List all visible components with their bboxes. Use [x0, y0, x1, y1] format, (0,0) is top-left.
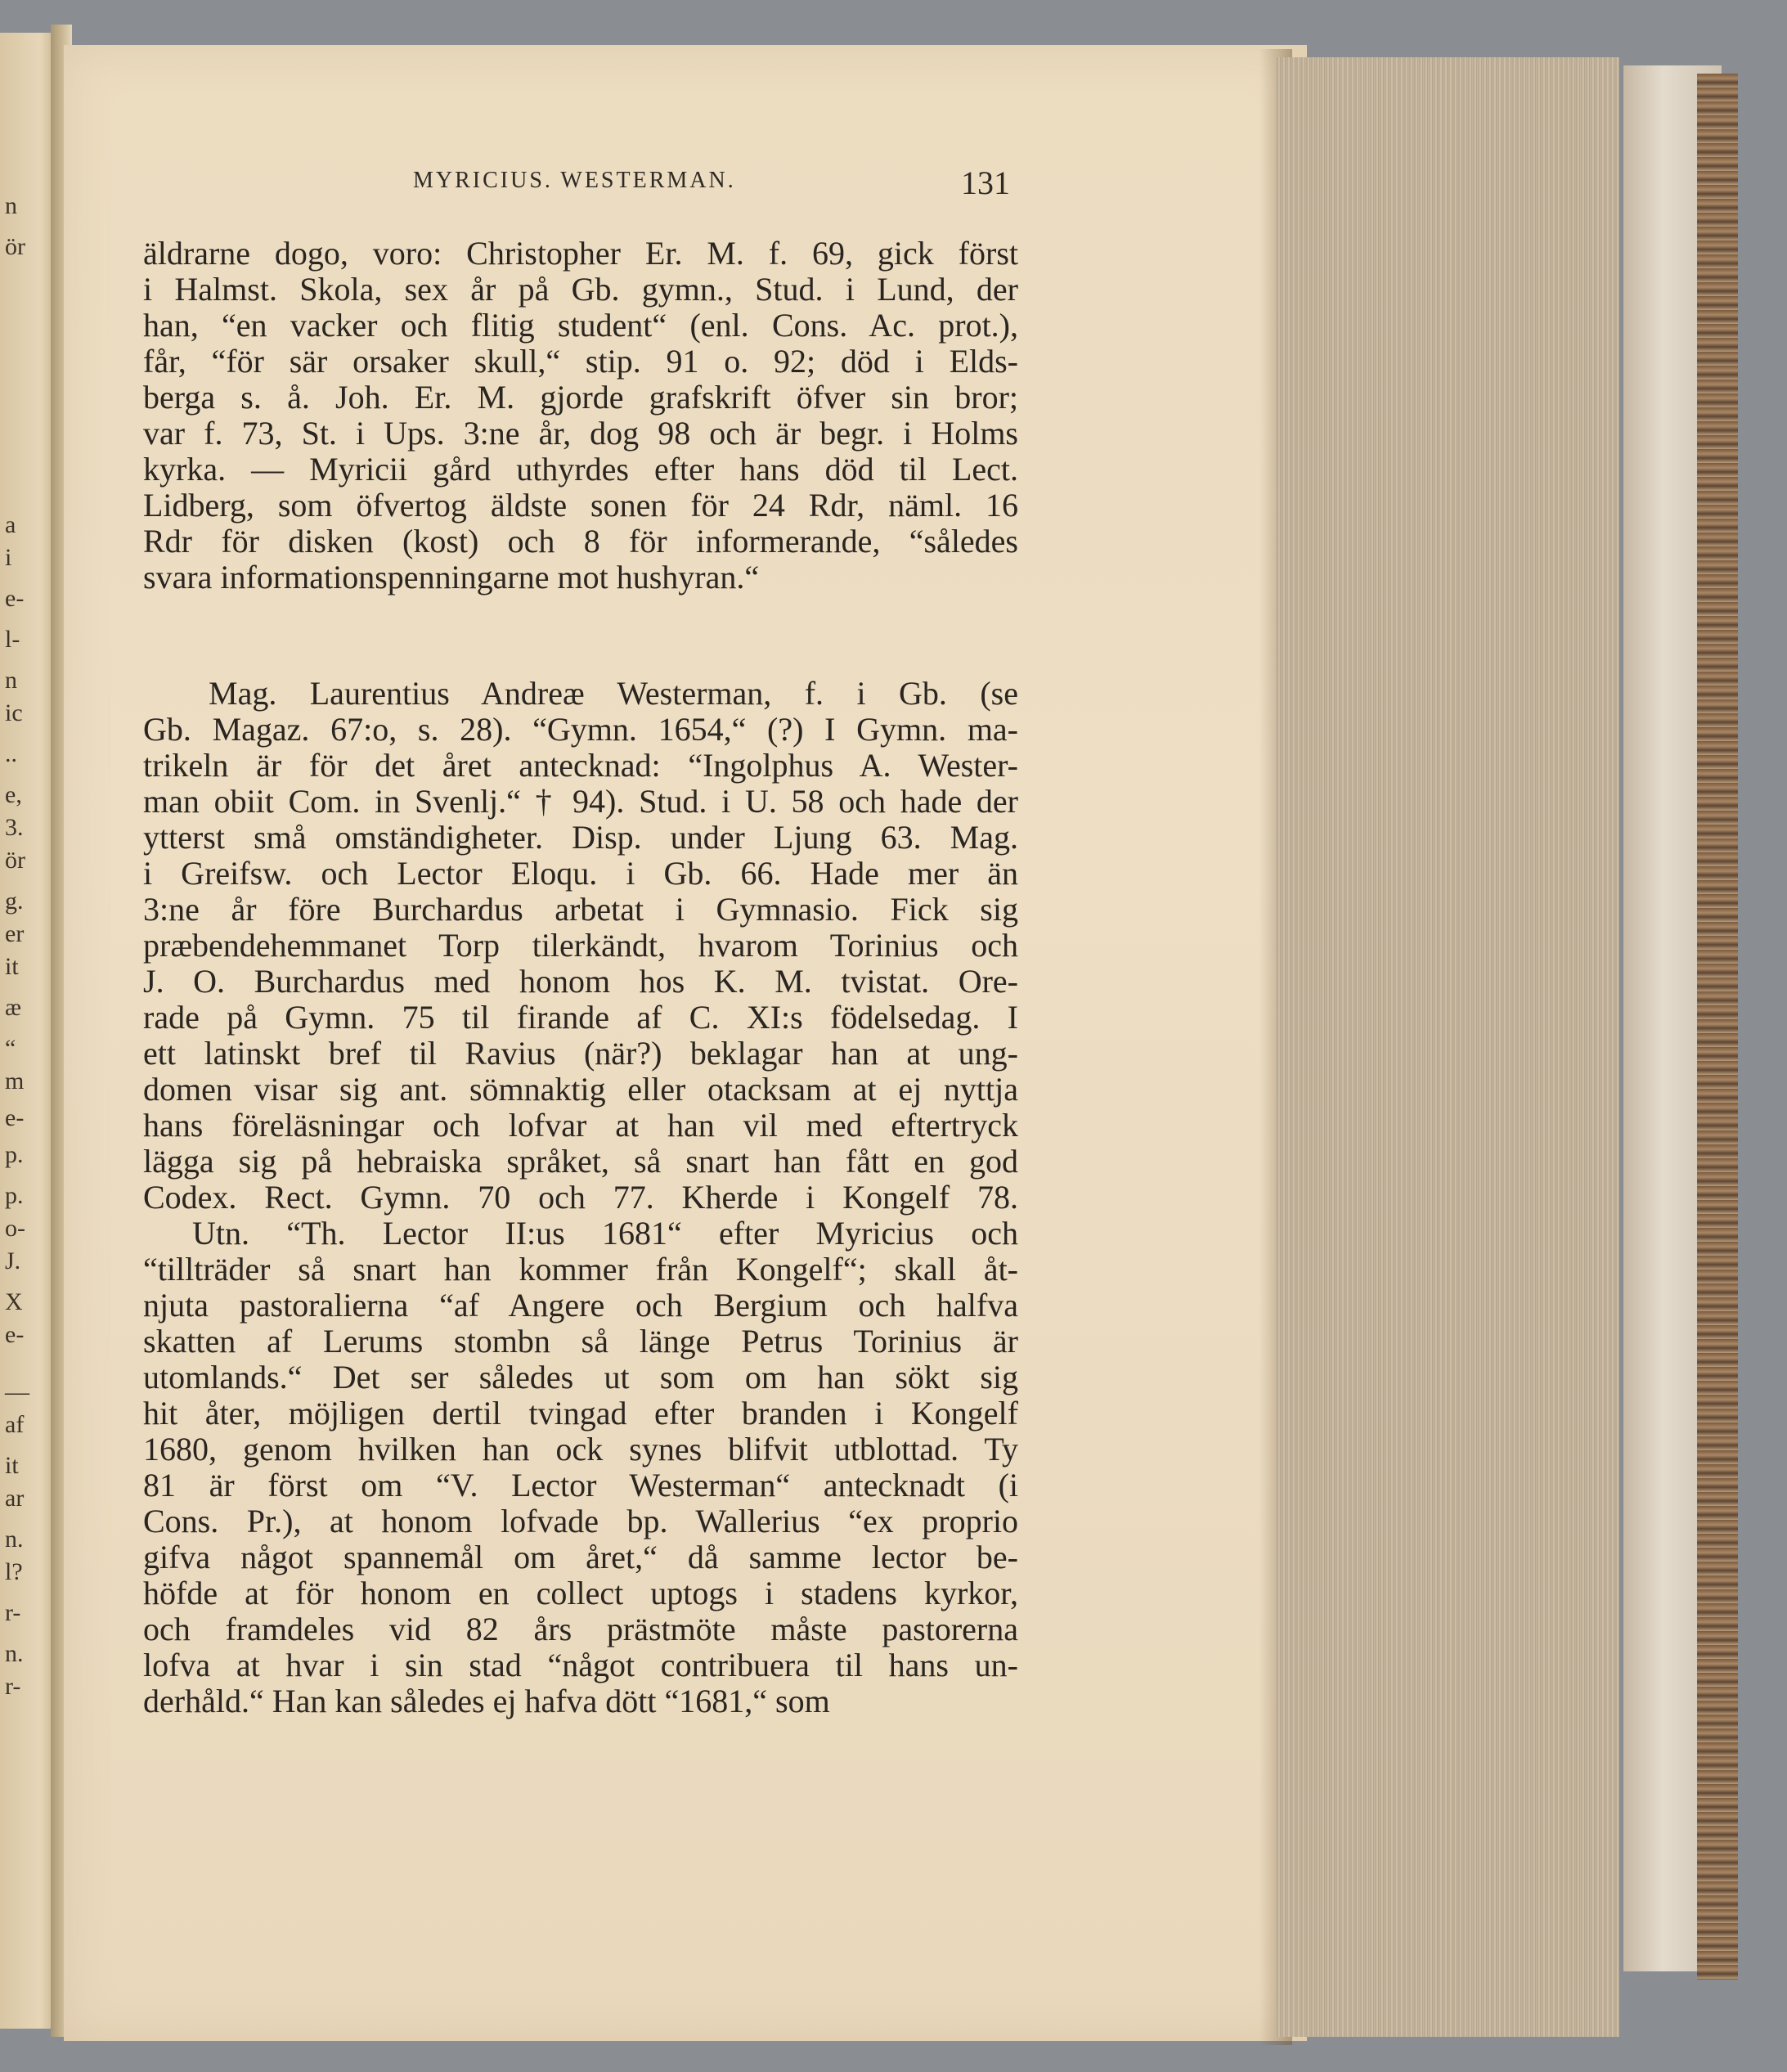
- text-line: hit åter, möjligen dertil tvingad efter branden i Kongelf: [143, 1395, 1018, 1432]
- margin-fragment: r-: [5, 1599, 21, 1626]
- margin-fragment: o-: [5, 1215, 25, 1242]
- text-line: ytterst små omständigheter. Disp. under Ljung 63. Mag.: [143, 819, 1018, 856]
- margin-fragment: a: [5, 511, 16, 538]
- margin-fragment: J.: [5, 1247, 21, 1274]
- margin-fragment: m: [5, 1067, 25, 1094]
- text-line: utomlands.“ Det ser således ut som om han sökt sig: [143, 1359, 1018, 1396]
- text-line: 81 är först om “V. Lector Westerman“ antecknadt (i: [143, 1467, 1018, 1503]
- text-line: man obiit Com. in Svenlj.“ † 94). Stud. i U. 58 och hade der: [143, 783, 1018, 820]
- text-line: svara informationspenningarne mot hushyran.“: [143, 559, 760, 596]
- margin-fragment: e-: [5, 585, 25, 612]
- text-line: Utn. “Th. Lector II:us 1681“ efter Myricius och: [192, 1215, 1018, 1252]
- text-line: ett latinskt bref til Ravius (när?) beklagar han at ung-: [143, 1035, 1018, 1072]
- margin-fragment: ör: [5, 233, 25, 260]
- text-line: 3:ne år före Burchardus arbetat i Gymnasio. Fick sig: [143, 891, 1018, 928]
- margin-fragment: ..: [5, 740, 17, 767]
- text-line: trikeln är för det året antecknad: “Ingolphus A. Wester-: [143, 747, 1018, 784]
- text-line: Rdr för disken (kost) och 8 för informerande, “således: [143, 523, 1018, 560]
- text-line: i Greifsw. och Lector Eloqu. i Gb. 66. Hade mer än: [143, 855, 1018, 892]
- text-line: höfde at för honom en collect uptogs i stadens kyrkor,: [143, 1575, 1018, 1611]
- text-line: skatten af Lerums stombn så länge Petrus Torinius är: [143, 1323, 1018, 1360]
- margin-fragment: l?: [5, 1558, 23, 1585]
- margin-fragment: n.: [5, 1640, 24, 1667]
- facing-page-edge: [0, 33, 57, 2029]
- text-line: i Halmst. Skola, sex år på Gb. gymn., Stud. i Lund, der: [143, 271, 1018, 308]
- paragraph-westerman-biography: [143, 676, 1018, 1719]
- margin-fragment: p.: [5, 1141, 24, 1168]
- margin-fragment: n.: [5, 1526, 24, 1553]
- text-line: hans föreläsningar och lofvar at han vil med eftertryck: [143, 1107, 1018, 1144]
- margin-fragment: it: [5, 953, 19, 980]
- text-line: får, “för sär orsaker skull,“ stip. 91 o. 92; död i Elds-: [143, 343, 1018, 380]
- text-line: 1680, genom hvilken han ock synes blifvit utblottad. Ty: [143, 1431, 1018, 1467]
- text-line: kyrka. — Myricii gård uthyrdes efter hans död til Lect.: [143, 451, 1018, 488]
- margin-fragment: i: [5, 544, 12, 571]
- text-line: han, “en vacker och flitig student“ (enl. Cons. Ac. prot.),: [143, 307, 1018, 344]
- margin-fragment: it: [5, 1452, 19, 1479]
- text-line: Mag. Laurentius Andreæ Westerman, f. i Gb. (se: [209, 675, 1018, 712]
- margin-fragment: l-: [5, 626, 20, 653]
- page-number: 131: [961, 164, 1010, 201]
- margin-fragment: e-: [5, 1321, 25, 1348]
- margin-fragment: “: [5, 1035, 16, 1062]
- margin-fragment: ic: [5, 699, 23, 726]
- margin-fragment: ar: [5, 1485, 25, 1512]
- running-head: MYRICIUS. WESTERMAN.: [413, 168, 736, 193]
- margin-fragment: 3.: [5, 814, 24, 841]
- page-block-edges: [1276, 57, 1619, 2037]
- margin-fragment: er: [5, 920, 25, 947]
- paragraph-myricius-children: [143, 236, 1018, 596]
- marbled-cover-edge: [1697, 74, 1738, 1980]
- margin-fragment: e-: [5, 1104, 25, 1131]
- margin-fragment: æ: [5, 994, 22, 1021]
- margin-fragment: p.: [5, 1182, 24, 1209]
- text-line: rade på Gymn. 75 til firande af C. XI:s födelsedag. I: [143, 999, 1018, 1036]
- text-line: var f. 73, St. i Ups. 3:ne år, dog 98 och är begr. i Holms: [143, 415, 1018, 452]
- text-line: Lidberg, som öfvertog äldste sonen för 24 Rdr, näml. 16: [143, 487, 1018, 524]
- text-line: J. O. Burchardus med honom hos K. M. tvistat. Ore-: [143, 963, 1018, 1000]
- text-line: lägga sig på hebraiska språket, så snart han fått en god: [143, 1143, 1018, 1180]
- margin-fragment: —: [5, 1378, 29, 1405]
- margin-fragment: af: [5, 1411, 25, 1438]
- text-line: derhåld.“ Han kan således ej hafva dött “1681,“ som: [143, 1683, 830, 1719]
- margin-fragment: ör: [5, 847, 25, 874]
- text-line: äldrarne dogo, voro: Christopher Er. M. f. 69, gick först: [143, 235, 1018, 272]
- text-line: præbendehemmanet Torp tilerkändt, hvarom Torinius och: [143, 927, 1018, 964]
- text-line: berga s. å. Joh. Er. M. gjorde grafskrift öfver sin bror;: [143, 379, 1018, 416]
- text-line: njuta pastoralierna “af Angere och Bergium och halfva: [143, 1287, 1018, 1324]
- margin-fragment: n: [5, 192, 17, 219]
- text-line: och framdeles vid 82 års prästmöte måste pastorerna: [143, 1611, 1018, 1647]
- text-line: gifva något spannemål om året,“ då samme lector be-: [143, 1539, 1018, 1575]
- text-line: Codex. Rect. Gymn. 70 och 77. Kherde i Kongelf 78.: [143, 1179, 1018, 1216]
- text-line: domen visar sig ant. sömnaktig eller otacksam at ej nyttja: [143, 1071, 1018, 1108]
- margin-fragment: n: [5, 667, 17, 694]
- margin-fragment: r-: [5, 1673, 21, 1700]
- text-line: Gb. Magaz. 67:o, s. 28). “Gymn. 1654,“ (?) I Gymn. ma-: [143, 711, 1018, 748]
- text-line: “tillträder så snart han kommer från Kongelf“; skall åt-: [143, 1251, 1018, 1288]
- margin-fragment: g.: [5, 888, 24, 915]
- margin-fragment: X: [5, 1288, 23, 1315]
- margin-fragment: e,: [5, 781, 22, 808]
- text-line: lofva at hvar i sin stad “något contribuera til hans un-: [143, 1647, 1018, 1683]
- text-line: Cons. Pr.), at honom lofvade bp. Wallerius “ex proprio: [143, 1503, 1018, 1539]
- facing-page-margin-text: [5, 33, 38, 2029]
